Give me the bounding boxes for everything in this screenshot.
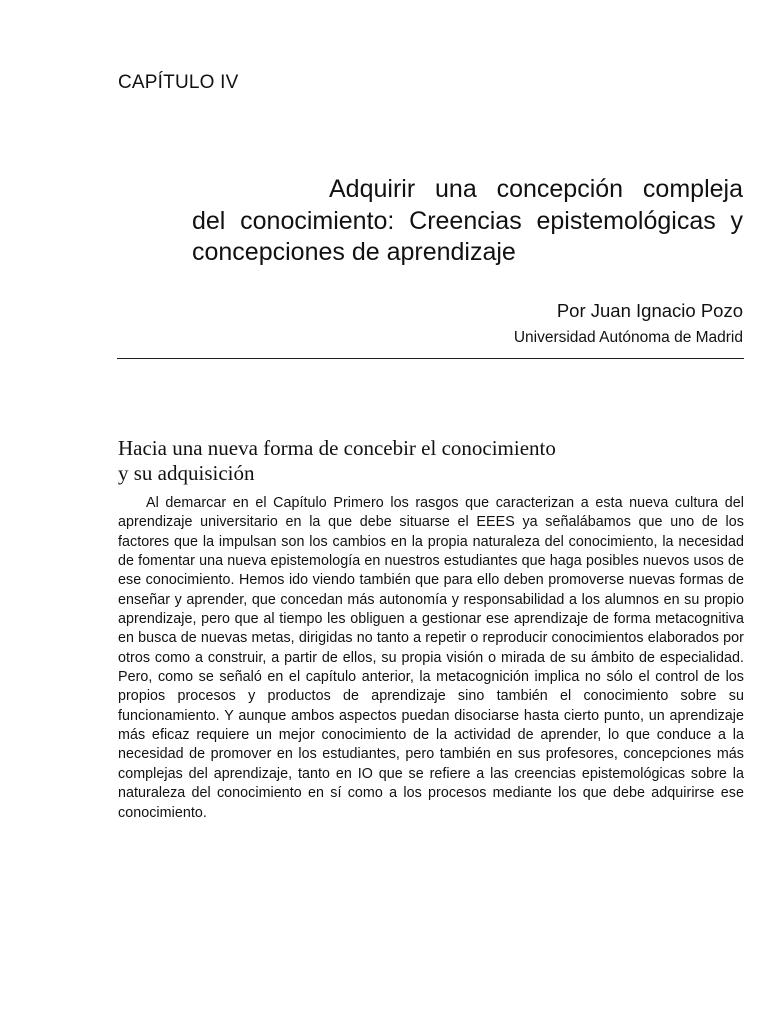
chapter-title: Adquirir una concepción compleja del conocimiento: Creencias epistemológicas y concepciones de aprendizaje: [192, 175, 743, 266]
header-divider: [117, 358, 744, 359]
chapter-label: CAPÍTULO IV: [118, 72, 239, 93]
section-heading-line-1: Hacia una nueva forma de concebir el conocimiento: [118, 436, 556, 460]
section-heading: [118, 436, 718, 486]
section-heading-line-2: y su adquisición: [118, 461, 255, 485]
body-paragraph: Al demarcar en el Capítulo Primero los rasgos que caracterizan a esta nueva cultura del aprendizaje universitario en la que debe situarse el EEES ya señalábamos que uno de los factores que la impulsan son los cambios en la propia naturaleza del conocimiento, la necesidad de fomentar una nueva epistemología en nuestros estudiantes que haga posibles nuevos usos de ese conocimiento. Hemos ido viendo también que para ello deben promoverse nuevas formas de enseñar y aprender, que concedan más autonomía y responsabilidad a los alumnos en su propio aprendizaje, pero que al tiempo les obliguen a gestionar ese aprendizaje de forma metacognitiva en busca de nuevas metas, dirigidas no tanto a repetir o reproducir conocimientos elaborados por otros como a construir, a partir de ellos, su propia visión o mirada de su ámbito de especialidad. Pero, como se señaló en el capítulo anterior, la metacognición implica no sólo el control de los propios procesos y productos de aprendizaje sino también el conocimiento sobre su funcionamiento. Y aunque ambos aspectos puedan disociarse hasta cierto punto, un aprendizaje más eficaz requiere un mejor conocimiento de la actividad de aprender, lo que conduce a la necesidad de promover en los estudiantes, pero también en sus profesores, concepciones más complejas del aprendizaje, tanto en IO que se refiere a las creencias epistemológicas sobre la naturaleza del conocimiento en sí como a los procesos mediante los que debe adquirirse ese conocimiento.: [118, 495, 744, 821]
author-affiliation: Universidad Autónoma de Madrid: [513, 329, 743, 346]
author-name: Por Juan Ignacio Pozo: [556, 300, 743, 321]
